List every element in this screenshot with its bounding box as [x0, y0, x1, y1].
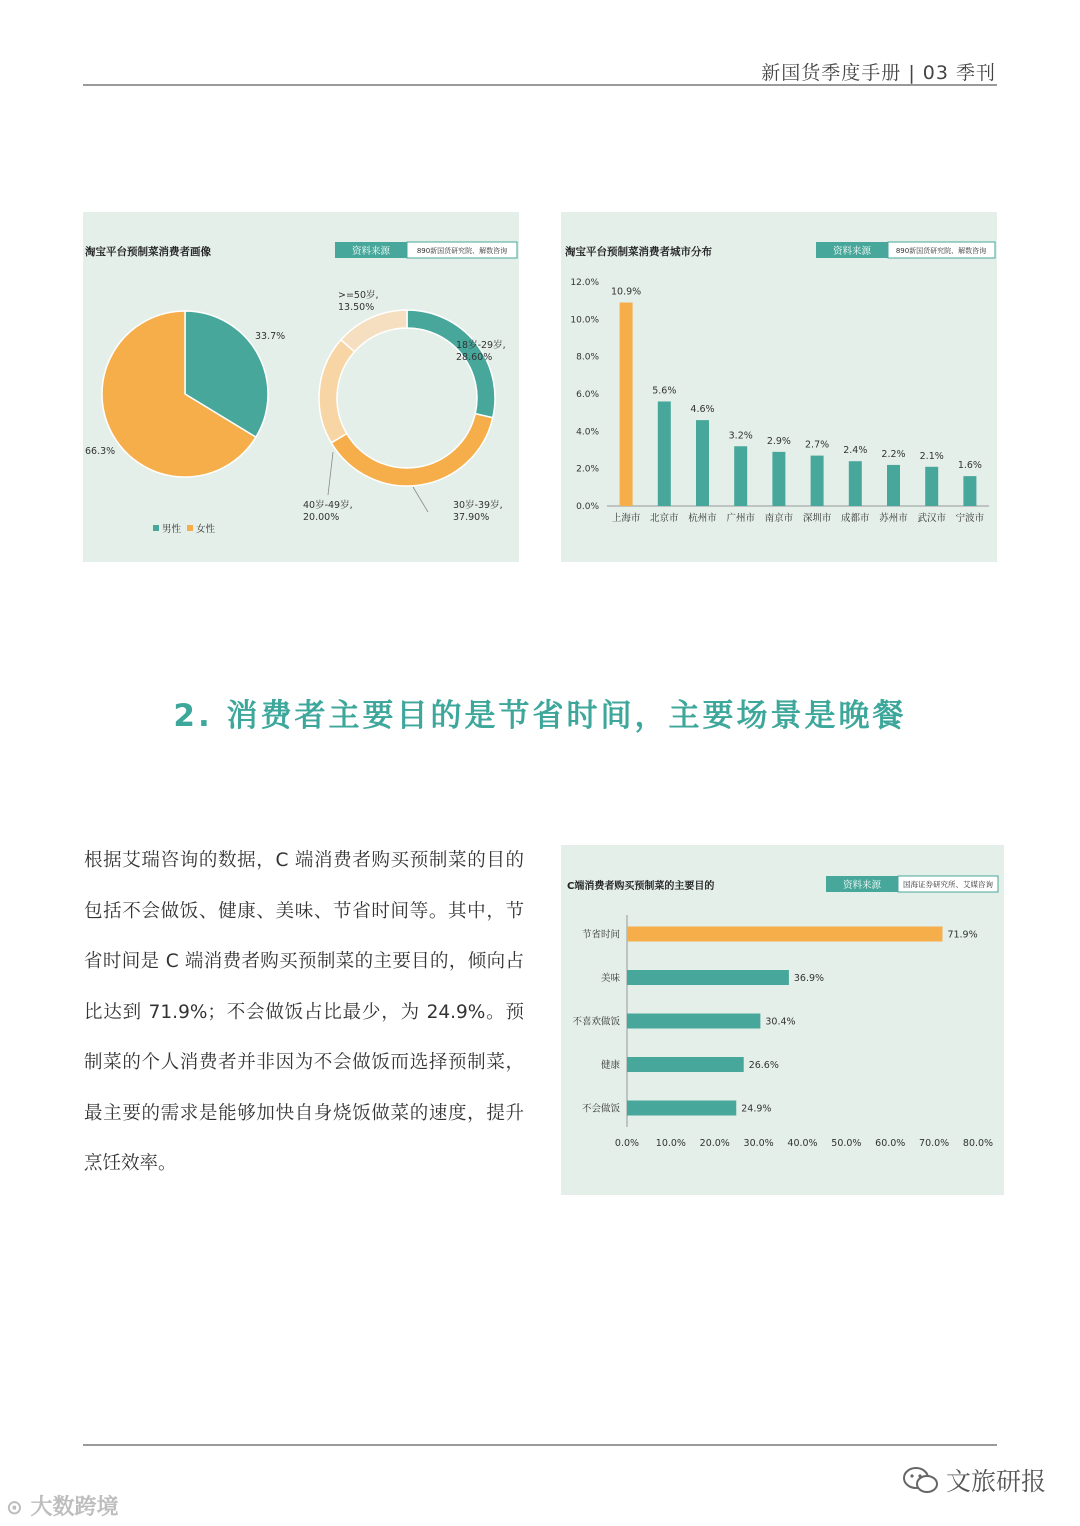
y-tick-label: 12.0% — [570, 278, 599, 288]
legend-label-female: 女性 — [196, 524, 216, 535]
source-tag: 资料来源 — [832, 246, 872, 257]
x-tick-label: 20.0% — [699, 1138, 730, 1149]
legend-swatch-female — [187, 525, 193, 531]
city-chart — [561, 212, 997, 562]
bar-宁波市 — [963, 476, 976, 506]
city-chart-panel — [561, 212, 997, 562]
source-text: 国海证券研究所、艾媒咨询 — [903, 880, 993, 889]
donut-slice — [407, 310, 495, 418]
section-heading: 2. 消费者主要目的是节省时间，主要场景是晚餐 — [173, 698, 907, 734]
x-tick-label: 宁波市 — [955, 513, 985, 524]
x-tick-label: 0.0% — [614, 1138, 640, 1149]
bar-北京市 — [658, 401, 671, 506]
leader-line — [328, 452, 333, 495]
x-tick-label: 70.0% — [919, 1138, 950, 1149]
bar-不会做饭 — [627, 1101, 736, 1116]
y-tick-label: 6.0% — [576, 390, 599, 400]
donut-slice — [331, 414, 493, 486]
bar-value-label: 71.9% — [947, 929, 978, 941]
x-tick-label: 南京市 — [764, 513, 794, 524]
x-tick-label: 80.0% — [962, 1138, 994, 1149]
legend-swatch-male — [153, 525, 159, 531]
footer-watermark — [6, 1490, 118, 1521]
bar-value-label: 2.1% — [919, 450, 944, 462]
bar-不喜欢做饭 — [627, 1014, 760, 1029]
bar-成都市 — [849, 461, 862, 506]
bar-南京市 — [772, 452, 785, 506]
purpose-chart — [561, 845, 1004, 1195]
x-tick-label: 30.0% — [743, 1138, 774, 1149]
pie-value-label: 33.7% — [255, 331, 286, 342]
x-tick-label: 苏州市 — [879, 513, 908, 524]
donut-value-label: 37.90% — [453, 512, 490, 523]
bar-value-label: 1.6% — [957, 460, 982, 472]
page-header-title: 新国货季度手册 | 03 季刊 — [761, 62, 996, 84]
x-tick-label: 10.0% — [655, 1138, 686, 1149]
bar-深圳市 — [811, 456, 824, 506]
wechat-icon — [902, 1465, 940, 1495]
bar-武汉市 — [925, 467, 938, 506]
bar-value-label: 2.2% — [881, 448, 906, 460]
bar-value-label: 10.9% — [611, 286, 642, 298]
city-chart-title: 淘宝平台预制菜消费者城市分布 — [565, 246, 712, 258]
bar-苏州市 — [887, 465, 900, 506]
category-label: 不会做饭 — [581, 1103, 620, 1115]
x-tick-label: 50.0% — [831, 1138, 862, 1149]
x-tick-label: 武汉市 — [917, 513, 946, 524]
x-tick-label: 60.0% — [875, 1138, 906, 1149]
donut-value-label: 28.60% — [456, 352, 493, 363]
bar-value-label: 2.7% — [805, 439, 830, 451]
footer-divider — [83, 1444, 997, 1446]
y-tick-label: 10.0% — [570, 315, 599, 326]
header-divider — [83, 84, 997, 86]
x-tick-label: 杭州市 — [688, 513, 717, 524]
footer-brand — [902, 1462, 1046, 1498]
category-label: 节省时间 — [581, 929, 620, 941]
legend-label-male: 男性 — [162, 524, 182, 535]
bar-上海市 — [620, 303, 633, 506]
bar-value-label: 4.6% — [690, 404, 715, 416]
category-label: 健康 — [600, 1060, 620, 1071]
y-tick-label: 2.0% — [576, 464, 599, 475]
bar-节省时间 — [627, 927, 942, 942]
bar-value-label: 30.4% — [765, 1016, 796, 1028]
bar-广州市 — [734, 446, 747, 506]
x-tick-label: 40.0% — [787, 1138, 818, 1149]
bar-value-label: 26.6% — [748, 1060, 779, 1071]
donut-category-label: >=50岁, — [338, 290, 379, 301]
donut-slice — [341, 310, 407, 352]
portrait-chart-panel — [83, 212, 519, 562]
y-tick-label: 4.0% — [576, 427, 599, 438]
source-text: 890新国货研究院、解数咨询 — [416, 247, 508, 255]
bar-value-label: 2.4% — [843, 445, 868, 457]
category-label: 美味 — [600, 973, 620, 984]
bar-value-label: 5.6% — [652, 385, 677, 397]
weibo-icon: ⊙ — [6, 1495, 23, 1519]
purpose-chart-panel — [561, 845, 1004, 1195]
leader-line — [413, 487, 428, 512]
x-tick-label: 北京市 — [650, 513, 679, 524]
portrait-chart-title: 淘宝平台预制菜消费者画像 — [85, 246, 211, 258]
donut-category-label: 30岁-39岁, — [453, 500, 503, 511]
donut-category-label: 18岁-29岁, — [456, 340, 506, 351]
donut-value-label: 13.50% — [338, 302, 375, 313]
bar-value-label: 24.9% — [741, 1103, 772, 1115]
category-label: 不喜欢做饭 — [572, 1016, 620, 1028]
bar-美味 — [627, 970, 789, 985]
x-tick-label: 广州市 — [726, 513, 755, 524]
x-tick-label: 上海市 — [611, 513, 641, 524]
source-text: 890新国货研究院、解数咨询 — [895, 247, 987, 255]
bar-杭州市 — [696, 420, 709, 506]
donut-category-label: 40岁-49岁, — [303, 500, 353, 511]
bar-value-label: 2.9% — [766, 435, 791, 447]
bar-value-label: 3.2% — [728, 430, 753, 442]
purpose-chart-title: C端消费者购买预制菜的主要目的 — [567, 881, 715, 892]
x-tick-label: 成都市 — [841, 513, 870, 524]
footer-left-text: 大数跨境 — [30, 1495, 119, 1520]
source-tag: 资料来源 — [351, 246, 391, 257]
x-tick-label: 深圳市 — [802, 513, 832, 524]
y-tick-label: 8.0% — [576, 352, 599, 363]
donut-slice — [319, 340, 354, 443]
donut-value-label: 20.00% — [303, 512, 340, 523]
portrait-chart — [83, 212, 519, 562]
pie-value-label: 66.3% — [85, 446, 116, 457]
footer-right-text: 文旅研报 — [945, 1467, 1046, 1496]
body-paragraph: 根据艾瑞咨询的数据，C 端消费者购买预制菜的目的包括不会做饭、健康、美味、节省时间等。其中，节省时间是 C 端消费者购买预制菜的主要目的，倾向占比达到 71.9%；不会做饭占比最少，为 24.9%。预制菜的个人消费者并非因为不会做饭而选择预制菜，最主要的需求是能够加快自身烧饭做菜的速度，提升烹饪效率。 — [84, 850, 524, 1174]
y-tick-label: 0.0% — [576, 502, 599, 512]
source-tag: 资料来源 — [842, 880, 882, 891]
bar-value-label: 36.9% — [793, 973, 825, 984]
bar-健康 — [627, 1057, 744, 1072]
